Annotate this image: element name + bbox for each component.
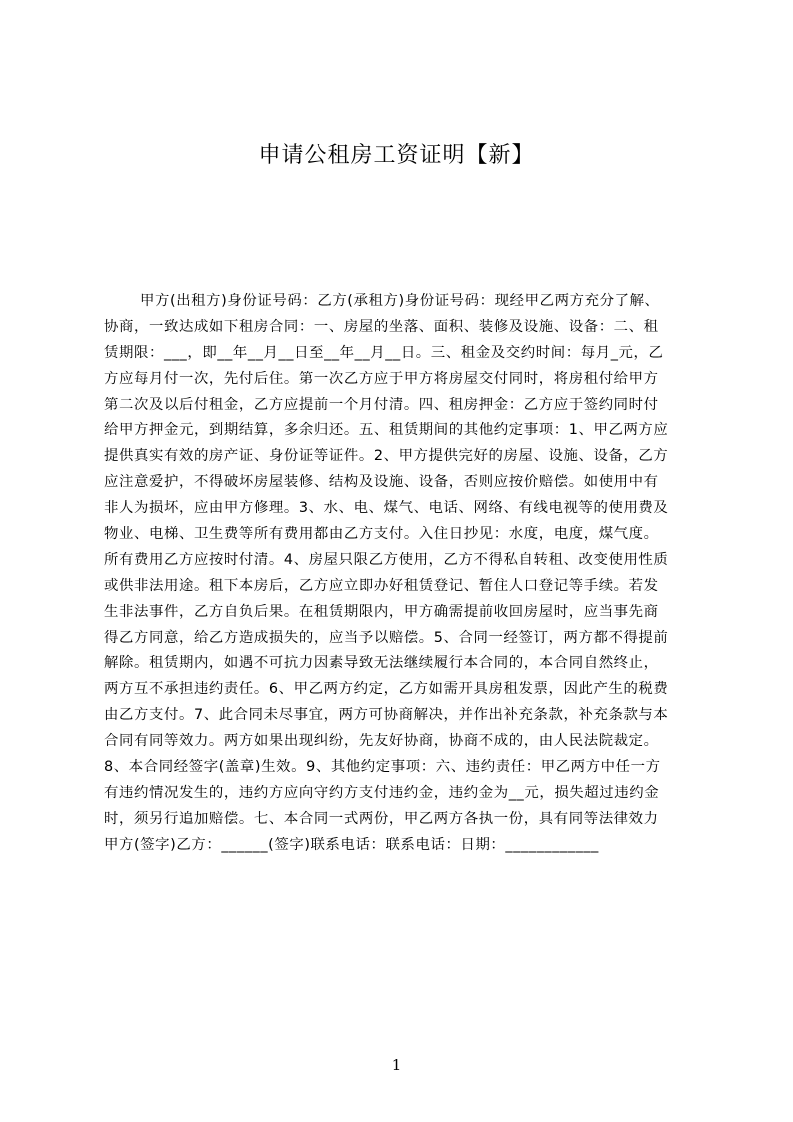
body-line: 两方互不承担违约责任。6、甲乙两方约定，乙方如需开具房租发票，因此产生的税费 [104, 681, 669, 698]
body-line: 由乙方支付。7、此合同未尽事宜，两方可协商解决，并作出补充条款，补充条款与本 [104, 707, 669, 724]
body-line: 方应每月付一次，先付后住。第一次乙方应于甲方将房屋交付同时，将房租付给甲方 [104, 370, 659, 387]
body-line: 合同有同等效力。两方如果出现纠纷，先友好协商，协商不成的，由人民法院裁定。 [104, 733, 659, 750]
contract-body [104, 289, 696, 859]
body-line: 物业、电梯、卫生费等所有费用都由乙方支付。入住日抄见：水度，电度，煤气度。 [104, 526, 659, 543]
body-line: 提供真实有效的房产证、身份证等证件。2、甲方提供完好的房屋、设施、设备，乙方 [104, 448, 669, 465]
body-line: 得乙方同意，给乙方造成损失的，应当予以赔偿。5、合同一经签订，两方都不得提前 [104, 629, 669, 646]
body-line: 生非法事件，乙方自负后果。在租赁期限内，甲方确需提前收回房屋时，应当事先商 [104, 603, 659, 620]
body-line: 甲方(出租方)身份证号码：乙方(承租方)身份证号码：现经甲乙两方充分了解、 [140, 293, 660, 309]
body-line: 解除。租赁期内，如遇不可抗力因素导致无法继续履行本合同的，本合同自然终止， [104, 655, 659, 672]
page-number: 1 [391, 1056, 402, 1074]
signature-line: 甲方(签字)乙方：______(签字)联系电话：联系电话：日期：____________ [104, 836, 599, 853]
body-line: 或供非法用途。租下本房后，乙方应立即办好租赁登记、暂住人口登记等手续。若发 [104, 577, 659, 594]
body-line: 所有费用乙方应按时付清。4、房屋只限乙方使用，乙方不得私自转租、改变使用性质 [104, 551, 669, 568]
body-line: 第二次及以后付租金，乙方应提前一个月付清。四、租房押金：乙方应于签约同时付 [104, 396, 659, 413]
body-line: 有违约情况发生的，违约方应向守约方支付违约金，违约金为__元，损失超过违约金 [104, 784, 660, 801]
body-line: 8、本合同经签字(盖章)生效。9、其他约定事项：六、违约责任：甲乙两方中任一方 [104, 759, 661, 776]
body-line: 非人为损坏，应由甲方修理。3、水、电、煤气、电话、网络、有线电视等的使用费及 [104, 500, 669, 517]
body-line: 给甲方押金元，到期结算，多余归还。五、租赁期间的其他约定事项：1、甲乙两方应 [104, 422, 669, 439]
body-line: 应注意爱护，不得破坏房屋装修、结构及设施、设备，否则应按价赔偿。如使用中有 [104, 474, 659, 491]
body-line: 时，须另行追加赔偿。七、本合同一式两份，甲乙两方各执一份，具有同等法律效力 [104, 810, 659, 827]
document-title: 申请公租房工资证明【新】 [258, 143, 535, 168]
body-line: 协商，一致达成如下租房合同：一、房屋的坐落、面积、装修及设施、设备：二、租 [104, 318, 659, 335]
body-line: 赁期限：___，即__年__月__日至__年__月__日。三、租金及交约时间：每月_元，乙 [104, 344, 664, 361]
